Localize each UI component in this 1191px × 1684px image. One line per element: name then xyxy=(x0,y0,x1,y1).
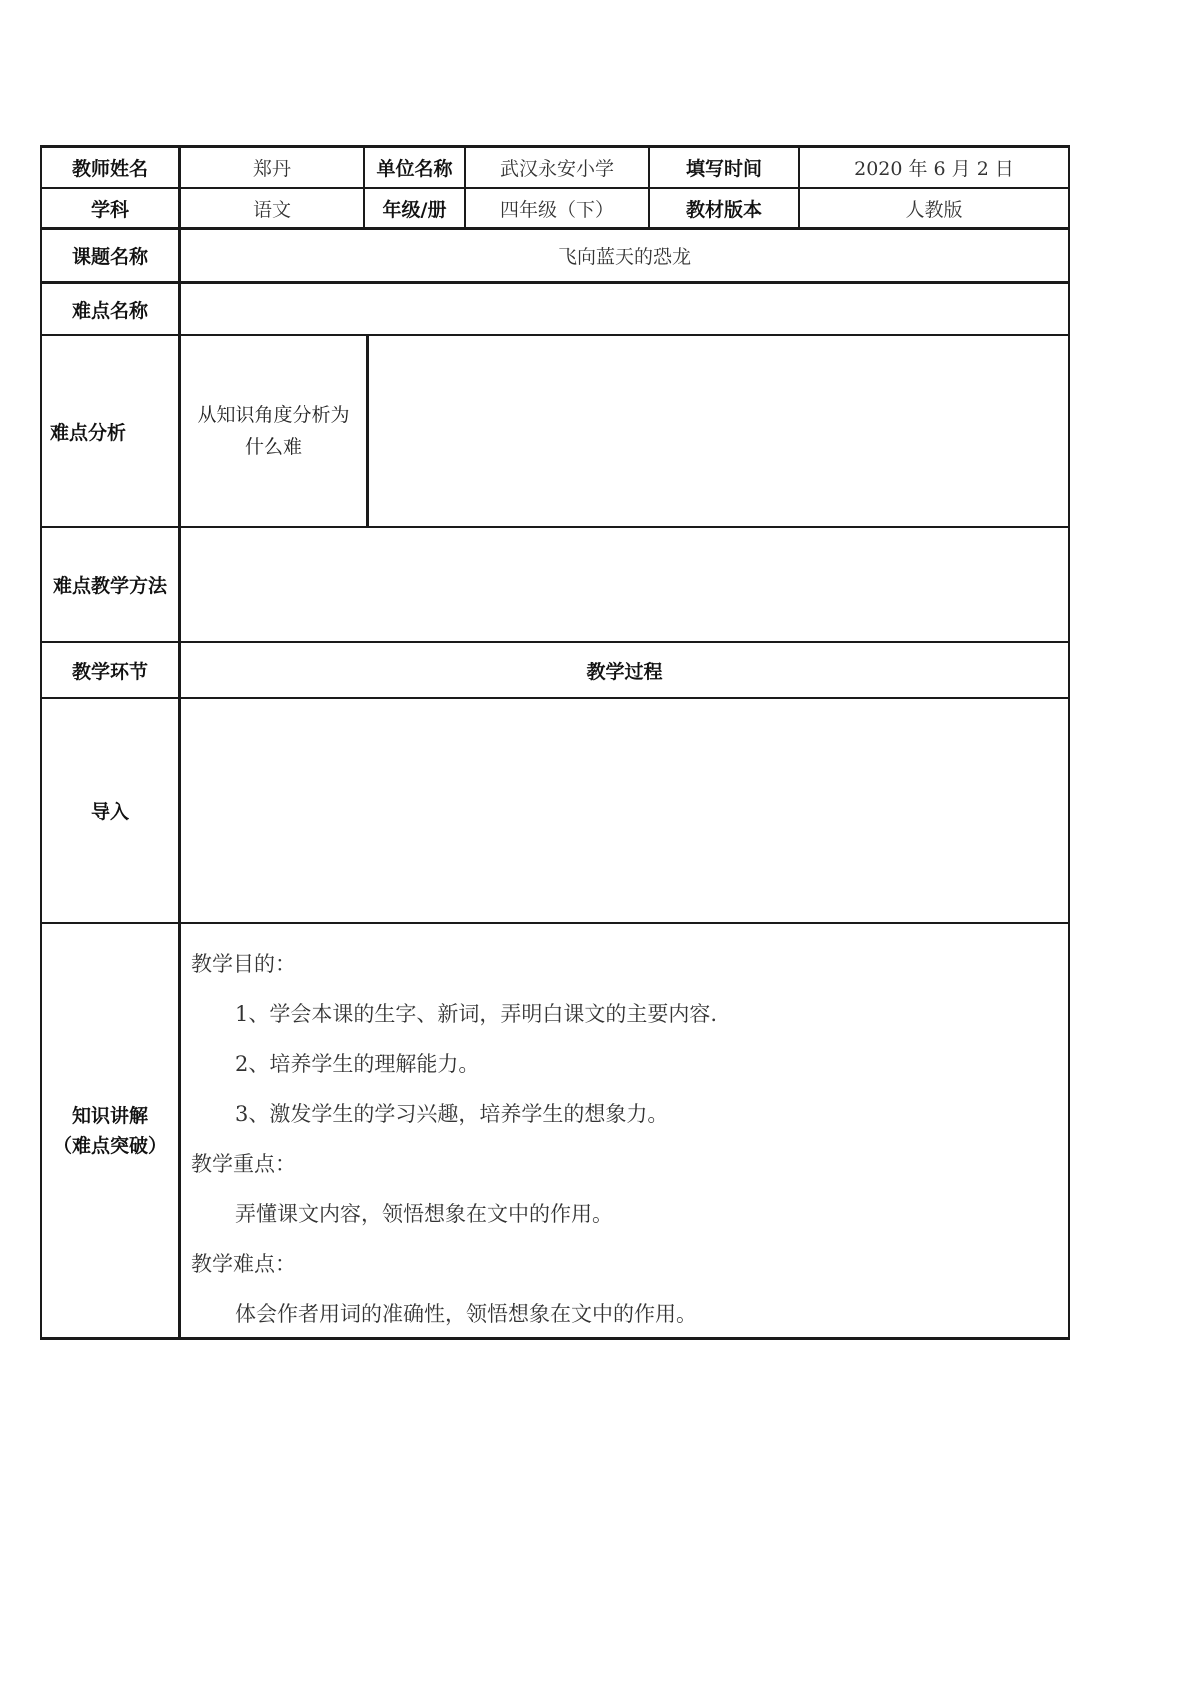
objective-item: 3、激发学生的学习兴趣，培养学生的想象力。 xyxy=(235,1102,669,1126)
teaching-process-header: 教学过程 xyxy=(586,660,663,683)
knowledge-explanation-label xyxy=(42,924,178,1337)
analysis-sub-label-line1: 从知识角度分析为 xyxy=(197,404,350,426)
difficulty-analysis-value xyxy=(369,336,1068,526)
subject-value: 语文 xyxy=(252,198,291,221)
grade-label: 年级/册 xyxy=(382,198,447,221)
fill-date-value: 2020 年 6 月 2 日 xyxy=(854,158,1014,180)
objectives-heading: 教学目的： xyxy=(191,952,296,976)
table-border-bottom xyxy=(40,1337,1070,1340)
teaching-stage-header: 教学环节 xyxy=(71,660,148,683)
intro-label: 导入 xyxy=(90,801,129,823)
knowledge-label-line1: 知识讲解 xyxy=(71,1104,148,1127)
objective-item: 1、学会本课的生字、新词，弄明白课文的主要内容. xyxy=(235,1002,718,1026)
table-rule xyxy=(40,922,1070,924)
edition-value: 人教版 xyxy=(905,198,963,221)
key-points-text: 弄懂课文内容，领悟想象在文中的作用。 xyxy=(235,1202,613,1226)
difficulties-heading: 教学难点： xyxy=(191,1252,296,1276)
knowledge-label-line2: （难点突破） xyxy=(52,1134,167,1157)
edition-label: 教材版本 xyxy=(685,198,762,221)
fill-date-label: 填写时间 xyxy=(685,158,762,180)
table-border-right xyxy=(1068,145,1070,1340)
teacher-name-label: 教师姓名 xyxy=(71,158,148,180)
key-points-heading: 教学重点： xyxy=(191,1152,296,1176)
topic-label: 课题名称 xyxy=(71,246,148,268)
objective-item: 2、培养学生的理解能力。 xyxy=(235,1052,480,1076)
unit-name-value: 武汉永安小学 xyxy=(499,158,614,180)
analysis-knowledge-angle xyxy=(181,336,366,526)
teaching-method-value xyxy=(181,528,1068,641)
intro-value xyxy=(181,699,1068,922)
difficulty-analysis-label: 难点分析 xyxy=(50,421,127,444)
grade-value: 四年级（下） xyxy=(499,198,614,221)
subject-label: 学科 xyxy=(90,198,129,221)
difficulty-name-value xyxy=(181,284,1068,334)
unit-name-label: 单位名称 xyxy=(376,158,453,180)
topic-value: 飞向蓝天的恐龙 xyxy=(557,246,691,268)
difficulty-name-label: 难点名称 xyxy=(71,299,148,322)
analysis-sub-label-line2: 什么难 xyxy=(244,436,302,458)
difficulties-text: 体会作者用词的准确性，领悟想象在文中的作用。 xyxy=(235,1302,697,1326)
teacher-name-value: 郑丹 xyxy=(252,158,291,180)
teaching-method-label: 难点教学方法 xyxy=(52,575,167,597)
